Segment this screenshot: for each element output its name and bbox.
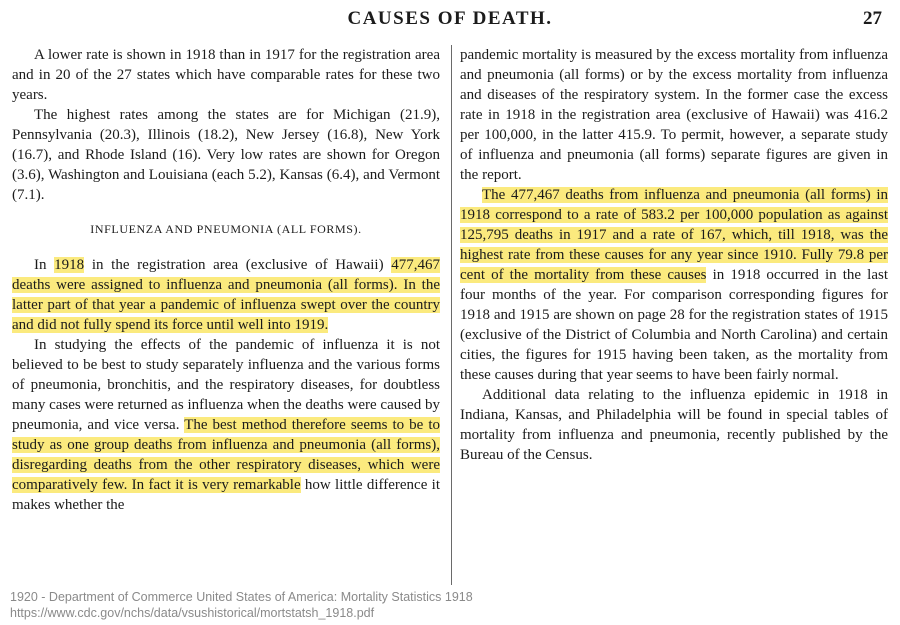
highlighted-text: The 477,467 deaths from influenza and pneumonia (all forms) in 1918 correspond to a rate of 583.2 per 100,000 population as against 125,795 deaths in 1917 and a rate of 167, which, till 1918, was the highest rate from these causes for any year since 1910. Fully 79.8 per cent of the mortality from these causes (460, 187, 888, 283)
paragraph (12, 255, 440, 335)
paragraph: A lower rate is shown in 1918 than in 1917 for the registration area and in 20 of the 27 states which have comparable rates for these two years. (12, 47, 440, 103)
text-run: In studying the effects of the pandemic of influenza it is not believed to be best to study separately influenza and the various forms of pneumonia, bronchitis, and the respiratory diseases, for doubtless many cases were returned as influenza when the deaths were caused by pneumonia, and vice versa. (12, 337, 440, 433)
text-run: in the registration area (exclusive of Hawaii) (84, 257, 392, 273)
right-column (460, 45, 888, 465)
left-column (12, 45, 440, 515)
paragraph (12, 335, 440, 515)
highlighted-text: 477,467 deaths were assigned to influenza and pneumonia (all forms). In the latter part of that year a pandemic of influenza swept over the country and did not fully spend its force until well into 1919. (12, 257, 440, 333)
text-run: In (34, 257, 55, 273)
paragraph: The highest rates among the states are for Michigan (21.9), Pennsylvania (20.3), Illinois (18.2), New Jersey (16.8), New York (16.7), and Rhode Island (16). Very low rates are shown for Oregon (3.6), Washington and Louisiana (each 5.2), Kansas (6.4), and Vermont (7.1). (12, 107, 440, 203)
text-run: how little difference it makes whether the (12, 477, 440, 513)
paragraph: Additional data relating to the influenza epidemic in 1918 in Indiana, Kansas, and Philadelphia will be found in special tables of mortality from influenza and pneumonia, recently published by the Bureau of the Census. (460, 387, 888, 463)
running-header (0, 0, 900, 40)
paragraph (460, 185, 888, 385)
paragraph: pandemic mortality is measured by the excess mortality from influenza and pneumonia (all forms) or by the excess mortality from influenza and diseases of the respiratory system. In the former case the excess rate in 1918 in the registration area (exclusive of Hawaii) was 416.2 per 100,000, in the latter 415.9. To permit, however, a separate study of influenza and pneumonia (all forms) separate figures are given in the report. (460, 47, 888, 183)
source-url: https://www.cdc.gov/nchs/data/vsushistorical/mortstatsh_1918.pdf (10, 606, 375, 620)
source-citation (10, 589, 473, 621)
highlighted-text: The best method therefore seems to be to study as one group deaths from influenza and pneumonia (all forms), disregarding deaths from the other respiratory diseases, which were comparatively few. In fact it is very remarkable (12, 417, 440, 493)
section-heading: INFLUENZA AND PNEUMONIA (ALL FORMS). (90, 222, 362, 236)
page-number: 27 (863, 8, 882, 29)
page-title: CAUSES OF DEATH. (347, 8, 553, 29)
source-line: 1920 - Department of Commerce United States of America: Mortality Statistics 1918 (10, 590, 473, 604)
text-run: in 1918 occurred in the last four months of the year. For comparison corresponding figures for 1918 and 1915 are shown on page 28 for the registration states of 1915 (exclusive of the District of Columbia and North Carolina) and certain cities, the figures for 1915 having been taken, as the mortality from these causes during that year seems to have been fairly normal. (460, 267, 888, 383)
column-divider (451, 45, 452, 585)
highlighted-text: 1918 (54, 257, 85, 273)
